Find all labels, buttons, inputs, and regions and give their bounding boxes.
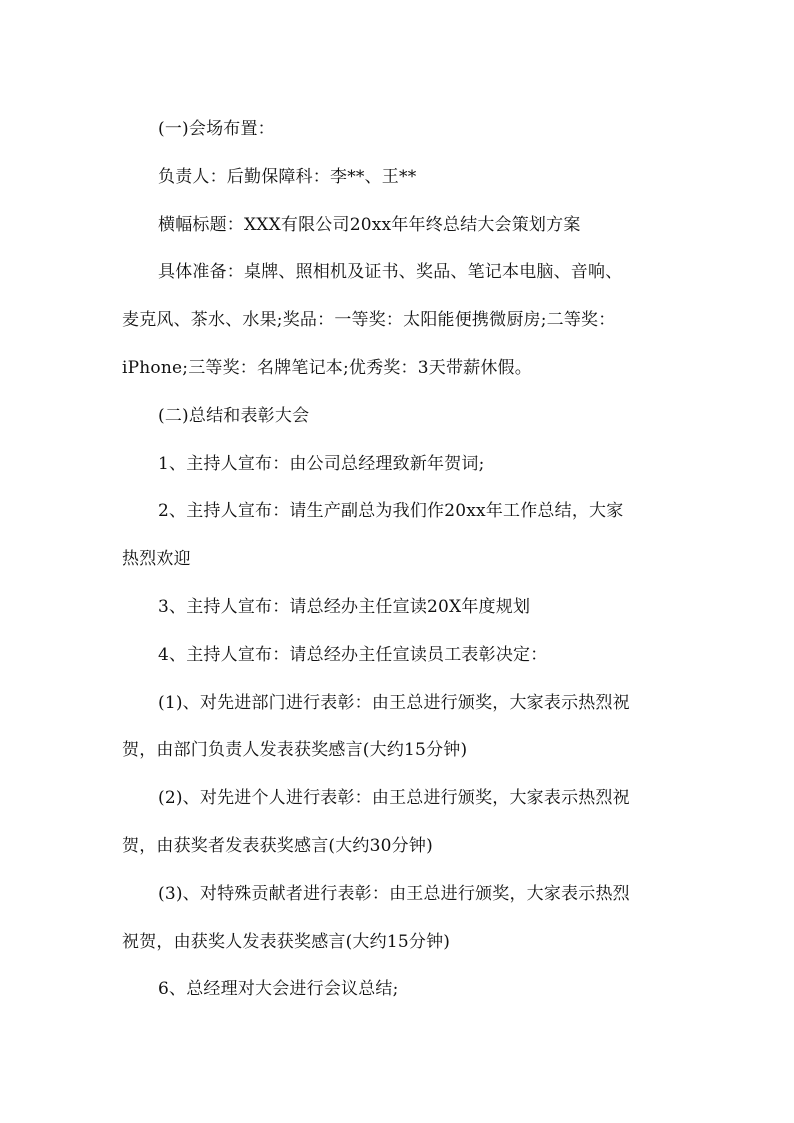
paragraph-line: 具体准备：桌牌、照相机及证书、奖品、笔记本电脑、音响、 [158, 262, 623, 283]
paragraph-line: 热烈欢迎 [122, 549, 191, 570]
paragraph-line: 麦克风、茶水、水果;奖品：一等奖：太阳能便携微厨房;二等奖： [122, 310, 616, 331]
paragraph-line: 3、主持人宣布：请总经办主任宣读20X年度规划 [158, 596, 531, 617]
paragraph-line: 祝贺，由获奖人发表获奖感言(大约15分钟) [122, 931, 451, 952]
paragraph-line: 横幅标题：XXX有限公司20xx年年终总结大会策划方案 [158, 214, 581, 235]
paragraph-line: (3)、对特殊贡献者进行表彰：由王总进行颁奖，大家表示热烈 [158, 883, 630, 904]
paragraph-line: 负责人：后勤保障科：李**、王** [158, 166, 417, 187]
paragraph-line: iPhone;三等奖：名牌笔记本;优秀奖：3天带薪休假。 [122, 357, 532, 378]
section-heading-summary: (二)总结和表彰大会 [158, 405, 310, 426]
paragraph-line: 1、主持人宣布：由公司总经理致新年贺词; [158, 453, 485, 474]
section-heading-venue: (一)会场布置： [158, 119, 275, 139]
document-body [122, 106, 676, 1014]
paragraph-line: 贺，由部门负责人发表获奖感言(大约15分钟) [122, 740, 468, 761]
paragraph-line: 4、主持人宣布：请总经办主任宣读员工表彰决定： [158, 644, 548, 665]
paragraph-line: (2)、对先进个人进行表彰：由王总进行颁奖，大家表示热烈祝 [158, 788, 630, 809]
paragraph-line: (1)、对先进部门进行表彰：由王总进行颁奖，大家表示热烈祝 [158, 692, 630, 713]
paragraph-line: 贺，由获奖者发表获奖感言(大约30分钟) [122, 835, 433, 856]
paragraph-line: 2、主持人宣布：请生产副总为我们作20xx年工作总结，大家 [158, 501, 624, 522]
paragraph-line: 6、总经理对大会进行会议总结; [158, 979, 399, 1000]
